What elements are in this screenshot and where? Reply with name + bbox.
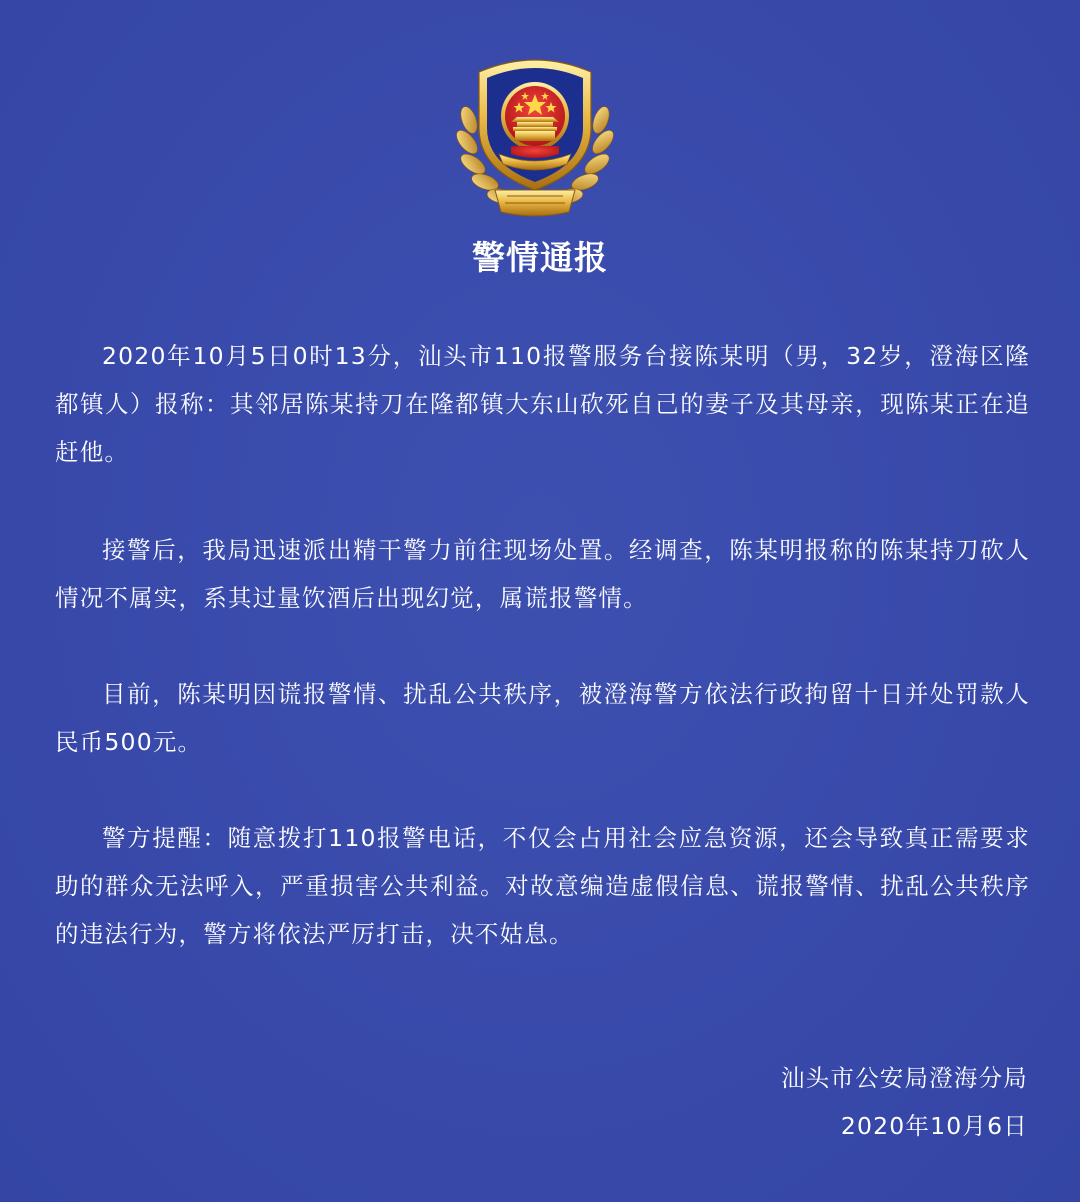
notice-title: 警情通报 (472, 238, 608, 277)
notice-paragraph-1: 2020年10月5日0时13分，汕头市110报警服务台接陈某明（男，32岁，澄海区隆都镇人）报称：其邻居陈某持刀在隆都镇大东山砍死自己的妻子及其母亲，现陈某正在追赶他。 (55, 342, 1030, 466)
notice-paragraph-4: 警方提醒：随意拨打110报警电话，不仅会占用社会应急资源，还会导致真正需要求助的群众无法呼入，严重损害公共利益。对故意编造虚假信息、谎报警情、扰乱公共秩序的违法行为，警方将依法严厉打击，决不姑息。 (55, 824, 1030, 948)
issuer-name: 汕头市公安局澄海分局 (781, 1064, 1028, 1092)
police-emblem-icon (455, 50, 615, 218)
issue-date: 2020年10月6日 (840, 1112, 1028, 1140)
notice-signature (781, 1054, 1028, 1150)
notice-paragraph-3: 目前，陈某明因谎报警情、扰乱公共秩序，被澄海警方依法行政拘留十日并处罚款人民币500元。 (55, 680, 1030, 756)
notice-paragraph-2: 接警后，我局迅速派出精干警力前往现场处置。经调查，陈某明报称的陈某持刀砍人情况不属实，系其过量饮酒后出现幻觉，属谎报警情。 (55, 536, 1030, 612)
